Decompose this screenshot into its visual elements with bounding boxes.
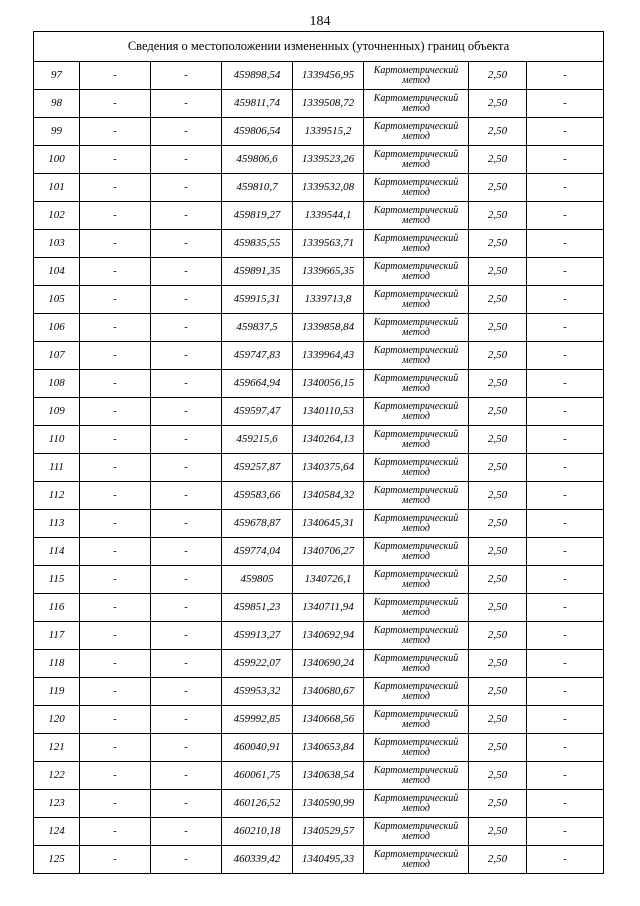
y-coordinate-cell: 1340645,31 — [293, 510, 364, 538]
x-coordinate-cell: 459898,54 — [222, 62, 293, 90]
y-coordinate-cell: 1340495,33 — [293, 846, 364, 874]
x-coordinate-cell: 459922,07 — [222, 650, 293, 678]
accuracy-cell: 2,50 — [469, 230, 527, 258]
note-cell: - — [527, 622, 604, 650]
note-cell: - — [527, 650, 604, 678]
col-b-cell: - — [151, 510, 222, 538]
note-cell: - — [527, 482, 604, 510]
col-a-cell: - — [80, 594, 151, 622]
col-a-cell: - — [80, 174, 151, 202]
col-b-cell: - — [151, 594, 222, 622]
col-b-cell: - — [151, 650, 222, 678]
x-coordinate-cell: 460210,18 — [222, 818, 293, 846]
y-coordinate-cell: 1340529,57 — [293, 818, 364, 846]
method-cell: Картометрический метод — [364, 286, 469, 314]
point-number-cell: 100 — [34, 146, 80, 174]
y-coordinate-cell: 1340653,84 — [293, 734, 364, 762]
x-coordinate-cell: 460040,91 — [222, 734, 293, 762]
col-b-cell: - — [151, 622, 222, 650]
accuracy-cell: 2,50 — [469, 202, 527, 230]
table-row — [34, 510, 604, 538]
col-b-cell: - — [151, 734, 222, 762]
col-b-cell: - — [151, 286, 222, 314]
point-number-cell: 107 — [34, 342, 80, 370]
x-coordinate-cell: 459837,5 — [222, 314, 293, 342]
point-number-cell: 99 — [34, 118, 80, 146]
note-cell: - — [527, 790, 604, 818]
method-cell: Картометрический метод — [364, 482, 469, 510]
method-cell: Картометрический метод — [364, 398, 469, 426]
table-row — [34, 678, 604, 706]
col-a-cell: - — [80, 398, 151, 426]
table-row — [34, 482, 604, 510]
point-number-cell: 123 — [34, 790, 80, 818]
col-a-cell: - — [80, 230, 151, 258]
col-b-cell: - — [151, 706, 222, 734]
table-row — [34, 202, 604, 230]
col-a-cell: - — [80, 482, 151, 510]
col-b-cell: - — [151, 118, 222, 146]
table-row — [34, 846, 604, 874]
point-number-cell: 114 — [34, 538, 80, 566]
note-cell: - — [527, 230, 604, 258]
boundary-table — [33, 31, 604, 874]
point-number-cell: 125 — [34, 846, 80, 874]
y-coordinate-cell: 1339964,43 — [293, 342, 364, 370]
col-a-cell: - — [80, 566, 151, 594]
x-coordinate-cell: 459215,6 — [222, 426, 293, 454]
col-b-cell: - — [151, 454, 222, 482]
accuracy-cell: 2,50 — [469, 90, 527, 118]
y-coordinate-cell: 1340264,13 — [293, 426, 364, 454]
x-coordinate-cell: 459805 — [222, 566, 293, 594]
note-cell: - — [527, 818, 604, 846]
table-body — [34, 32, 604, 874]
point-number-cell: 98 — [34, 90, 80, 118]
table-row — [34, 398, 604, 426]
y-coordinate-cell: 1339858,84 — [293, 314, 364, 342]
point-number-cell: 109 — [34, 398, 80, 426]
accuracy-cell: 2,50 — [469, 426, 527, 454]
note-cell: - — [527, 426, 604, 454]
col-b-cell: - — [151, 202, 222, 230]
y-coordinate-cell: 1340584,32 — [293, 482, 364, 510]
col-b-cell: - — [151, 678, 222, 706]
y-coordinate-cell: 1340110,53 — [293, 398, 364, 426]
accuracy-cell: 2,50 — [469, 762, 527, 790]
accuracy-cell: 2,50 — [469, 538, 527, 566]
table-row — [34, 706, 604, 734]
point-number-cell: 115 — [34, 566, 80, 594]
x-coordinate-cell: 459257,87 — [222, 454, 293, 482]
method-cell: Картометрический метод — [364, 146, 469, 174]
y-coordinate-cell: 1340668,56 — [293, 706, 364, 734]
table-row — [34, 566, 604, 594]
point-number-cell: 106 — [34, 314, 80, 342]
note-cell: - — [527, 566, 604, 594]
note-cell: - — [527, 846, 604, 874]
col-a-cell: - — [80, 90, 151, 118]
point-number-cell: 108 — [34, 370, 80, 398]
point-number-cell: 120 — [34, 706, 80, 734]
accuracy-cell: 2,50 — [469, 706, 527, 734]
note-cell: - — [527, 174, 604, 202]
col-b-cell: - — [151, 258, 222, 286]
point-number-cell: 97 — [34, 62, 80, 90]
method-cell: Картометрический метод — [364, 566, 469, 594]
note-cell: - — [527, 706, 604, 734]
y-coordinate-cell: 1339456,95 — [293, 62, 364, 90]
y-coordinate-cell: 1339508,72 — [293, 90, 364, 118]
method-cell: Картометрический метод — [364, 454, 469, 482]
accuracy-cell: 2,50 — [469, 650, 527, 678]
col-a-cell: - — [80, 370, 151, 398]
col-a-cell: - — [80, 286, 151, 314]
col-a-cell: - — [80, 258, 151, 286]
y-coordinate-cell: 1339563,71 — [293, 230, 364, 258]
col-a-cell: - — [80, 790, 151, 818]
col-a-cell: - — [80, 202, 151, 230]
col-a-cell: - — [80, 846, 151, 874]
note-cell: - — [527, 538, 604, 566]
col-a-cell: - — [80, 426, 151, 454]
y-coordinate-cell: 1340638,54 — [293, 762, 364, 790]
table-title: Сведения о местоположении измененных (уточненных) границ объекта — [34, 32, 604, 62]
point-number-cell: 113 — [34, 510, 80, 538]
col-b-cell: - — [151, 538, 222, 566]
point-number-cell: 118 — [34, 650, 80, 678]
accuracy-cell: 2,50 — [469, 146, 527, 174]
col-b-cell: - — [151, 62, 222, 90]
note-cell: - — [527, 118, 604, 146]
method-cell: Картометрический метод — [364, 342, 469, 370]
method-cell: Картометрический метод — [364, 790, 469, 818]
col-b-cell: - — [151, 342, 222, 370]
x-coordinate-cell: 459774,04 — [222, 538, 293, 566]
table-row — [34, 174, 604, 202]
accuracy-cell: 2,50 — [469, 510, 527, 538]
accuracy-cell: 2,50 — [469, 482, 527, 510]
x-coordinate-cell: 459664,94 — [222, 370, 293, 398]
x-coordinate-cell: 459806,54 — [222, 118, 293, 146]
table-row — [34, 314, 604, 342]
table-row — [34, 258, 604, 286]
point-number-cell: 116 — [34, 594, 80, 622]
point-number-cell: 103 — [34, 230, 80, 258]
note-cell: - — [527, 510, 604, 538]
table-row — [34, 454, 604, 482]
col-b-cell: - — [151, 174, 222, 202]
accuracy-cell: 2,50 — [469, 398, 527, 426]
col-a-cell: - — [80, 510, 151, 538]
x-coordinate-cell: 459597,47 — [222, 398, 293, 426]
col-a-cell: - — [80, 538, 151, 566]
table-row — [34, 342, 604, 370]
col-a-cell: - — [80, 314, 151, 342]
table-row — [34, 370, 604, 398]
table-row — [34, 790, 604, 818]
accuracy-cell: 2,50 — [469, 370, 527, 398]
point-number-cell: 104 — [34, 258, 80, 286]
method-cell: Картометрический метод — [364, 370, 469, 398]
method-cell: Картометрический метод — [364, 650, 469, 678]
table-row — [34, 538, 604, 566]
col-a-cell: - — [80, 762, 151, 790]
accuracy-cell: 2,50 — [469, 342, 527, 370]
table-row — [34, 426, 604, 454]
x-coordinate-cell: 459915,31 — [222, 286, 293, 314]
note-cell: - — [527, 594, 604, 622]
point-number-cell: 102 — [34, 202, 80, 230]
method-cell: Картометрический метод — [364, 594, 469, 622]
note-cell: - — [527, 314, 604, 342]
note-cell: - — [527, 398, 604, 426]
x-coordinate-cell: 459851,23 — [222, 594, 293, 622]
col-a-cell: - — [80, 622, 151, 650]
method-cell: Картометрический метод — [364, 314, 469, 342]
col-a-cell: - — [80, 706, 151, 734]
accuracy-cell: 2,50 — [469, 622, 527, 650]
method-cell: Картометрический метод — [364, 230, 469, 258]
x-coordinate-cell: 460126,52 — [222, 790, 293, 818]
col-b-cell: - — [151, 790, 222, 818]
x-coordinate-cell: 459747,83 — [222, 342, 293, 370]
method-cell: Картометрический метод — [364, 678, 469, 706]
point-number-cell: 110 — [34, 426, 80, 454]
accuracy-cell: 2,50 — [469, 118, 527, 146]
method-cell: Картометрический метод — [364, 734, 469, 762]
table-row — [34, 90, 604, 118]
table-row — [34, 734, 604, 762]
y-coordinate-cell: 1340692,94 — [293, 622, 364, 650]
accuracy-cell: 2,50 — [469, 286, 527, 314]
y-coordinate-cell: 1340056,15 — [293, 370, 364, 398]
x-coordinate-cell: 460061,75 — [222, 762, 293, 790]
col-a-cell: - — [80, 678, 151, 706]
col-a-cell: - — [80, 342, 151, 370]
table-row — [34, 622, 604, 650]
x-coordinate-cell: 459891,35 — [222, 258, 293, 286]
method-cell: Картометрический метод — [364, 538, 469, 566]
accuracy-cell: 2,50 — [469, 258, 527, 286]
method-cell: Картометрический метод — [364, 118, 469, 146]
table-row — [34, 62, 604, 90]
col-b-cell: - — [151, 566, 222, 594]
method-cell: Картометрический метод — [364, 90, 469, 118]
x-coordinate-cell: 459678,87 — [222, 510, 293, 538]
y-coordinate-cell: 1340711,94 — [293, 594, 364, 622]
table-title-row — [34, 32, 604, 62]
col-b-cell: - — [151, 762, 222, 790]
x-coordinate-cell: 460339,42 — [222, 846, 293, 874]
method-cell: Картометрический метод — [364, 846, 469, 874]
point-number-cell: 101 — [34, 174, 80, 202]
note-cell: - — [527, 258, 604, 286]
method-cell: Картометрический метод — [364, 510, 469, 538]
method-cell: Картометрический метод — [364, 426, 469, 454]
col-a-cell: - — [80, 650, 151, 678]
note-cell: - — [527, 90, 604, 118]
point-number-cell: 119 — [34, 678, 80, 706]
point-number-cell: 124 — [34, 818, 80, 846]
table-row — [34, 286, 604, 314]
col-b-cell: - — [151, 426, 222, 454]
note-cell: - — [527, 146, 604, 174]
col-b-cell: - — [151, 398, 222, 426]
y-coordinate-cell: 1339544,1 — [293, 202, 364, 230]
x-coordinate-cell: 459819,27 — [222, 202, 293, 230]
point-number-cell: 117 — [34, 622, 80, 650]
x-coordinate-cell: 459992,85 — [222, 706, 293, 734]
y-coordinate-cell: 1340590,99 — [293, 790, 364, 818]
note-cell: - — [527, 454, 604, 482]
col-a-cell: - — [80, 118, 151, 146]
method-cell: Картометрический метод — [364, 62, 469, 90]
y-coordinate-cell: 1339532,08 — [293, 174, 364, 202]
col-a-cell: - — [80, 146, 151, 174]
page-number: 184 — [309, 14, 331, 29]
x-coordinate-cell: 459810,7 — [222, 174, 293, 202]
table-row — [34, 650, 604, 678]
note-cell: - — [527, 678, 604, 706]
col-b-cell: - — [151, 482, 222, 510]
accuracy-cell: 2,50 — [469, 566, 527, 594]
table-row — [34, 594, 604, 622]
table-row — [34, 230, 604, 258]
method-cell: Картометрический метод — [364, 258, 469, 286]
method-cell: Картометрический метод — [364, 622, 469, 650]
note-cell: - — [527, 286, 604, 314]
x-coordinate-cell: 459913,27 — [222, 622, 293, 650]
col-b-cell: - — [151, 818, 222, 846]
table-row — [34, 818, 604, 846]
note-cell: - — [527, 370, 604, 398]
col-a-cell: - — [80, 818, 151, 846]
accuracy-cell: 2,50 — [469, 846, 527, 874]
method-cell: Картометрический метод — [364, 706, 469, 734]
y-coordinate-cell: 1340680,67 — [293, 678, 364, 706]
accuracy-cell: 2,50 — [469, 62, 527, 90]
method-cell: Картометрический метод — [364, 202, 469, 230]
y-coordinate-cell: 1339713,8 — [293, 286, 364, 314]
table-row — [34, 146, 604, 174]
x-coordinate-cell: 459811,74 — [222, 90, 293, 118]
accuracy-cell: 2,50 — [469, 790, 527, 818]
y-coordinate-cell: 1340706,27 — [293, 538, 364, 566]
y-coordinate-cell: 1339515,2 — [293, 118, 364, 146]
accuracy-cell: 2,50 — [469, 818, 527, 846]
method-cell: Картометрический метод — [364, 174, 469, 202]
point-number-cell: 111 — [34, 454, 80, 482]
x-coordinate-cell: 459835,55 — [222, 230, 293, 258]
col-a-cell: - — [80, 454, 151, 482]
col-a-cell: - — [80, 62, 151, 90]
col-b-cell: - — [151, 314, 222, 342]
table-row — [34, 762, 604, 790]
col-b-cell: - — [151, 846, 222, 874]
x-coordinate-cell: 459806,6 — [222, 146, 293, 174]
accuracy-cell: 2,50 — [469, 454, 527, 482]
col-b-cell: - — [151, 90, 222, 118]
accuracy-cell: 2,50 — [469, 678, 527, 706]
x-coordinate-cell: 459583,66 — [222, 482, 293, 510]
method-cell: Картометрический метод — [364, 818, 469, 846]
point-number-cell: 105 — [34, 286, 80, 314]
table-row — [34, 118, 604, 146]
method-cell: Картометрический метод — [364, 762, 469, 790]
note-cell: - — [527, 734, 604, 762]
note-cell: - — [527, 762, 604, 790]
accuracy-cell: 2,50 — [469, 734, 527, 762]
y-coordinate-cell: 1340690,24 — [293, 650, 364, 678]
y-coordinate-cell: 1340726,1 — [293, 566, 364, 594]
y-coordinate-cell: 1340375,64 — [293, 454, 364, 482]
accuracy-cell: 2,50 — [469, 174, 527, 202]
col-b-cell: - — [151, 146, 222, 174]
note-cell: - — [527, 202, 604, 230]
y-coordinate-cell: 1339523,26 — [293, 146, 364, 174]
col-a-cell: - — [80, 734, 151, 762]
note-cell: - — [527, 62, 604, 90]
x-coordinate-cell: 459953,32 — [222, 678, 293, 706]
point-number-cell: 112 — [34, 482, 80, 510]
col-b-cell: - — [151, 370, 222, 398]
accuracy-cell: 2,50 — [469, 314, 527, 342]
point-number-cell: 121 — [34, 734, 80, 762]
accuracy-cell: 2,50 — [469, 594, 527, 622]
point-number-cell: 122 — [34, 762, 80, 790]
note-cell: - — [527, 342, 604, 370]
col-b-cell: - — [151, 230, 222, 258]
y-coordinate-cell: 1339665,35 — [293, 258, 364, 286]
